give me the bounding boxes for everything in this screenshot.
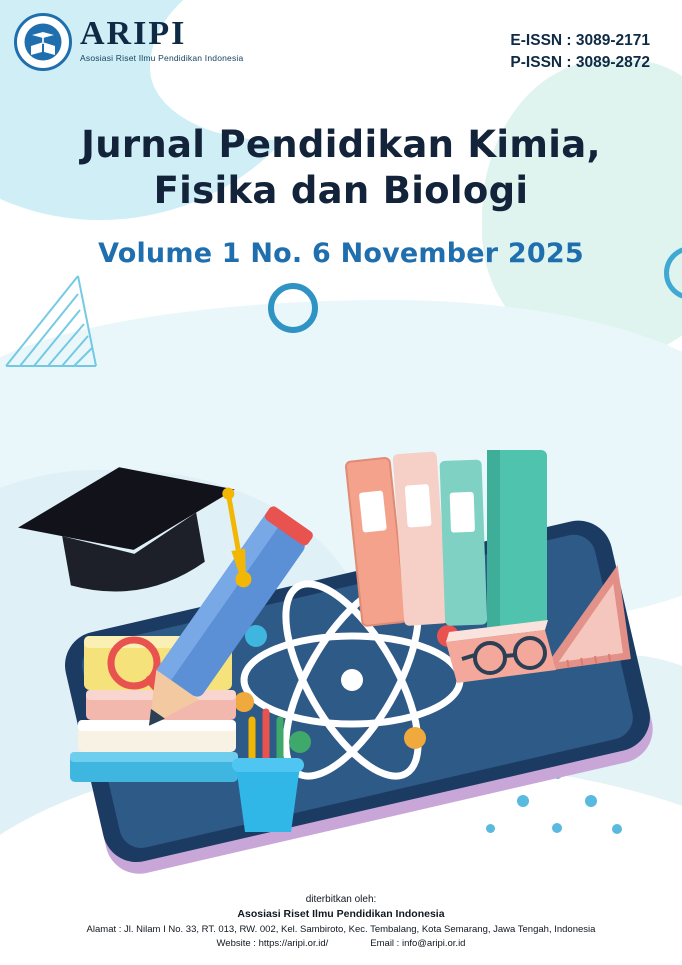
logo-title: ARIPI: [80, 15, 187, 52]
volume-issue-label: Volume 1 No. 6 November 2025: [98, 238, 584, 269]
publisher-address: Alamat : Jl. Nilam I No. 33, RT. 013, RW. 002, Kel. Sambiroto, Kec. Tembalang, Kota Semarang, Jawa Tengah, Indonesia: [86, 923, 596, 935]
journal-title-line-1: Jurnal Pendidikan Kimia,: [81, 123, 601, 166]
open-book-icon: [14, 13, 72, 71]
email-text: Email : info@aripi.or.id: [370, 937, 466, 949]
logo-tagline: Asosiasi Riset Ilmu Pendidikan Indonesia: [80, 53, 244, 63]
cover-illustration: [0, 380, 682, 880]
binder-folders-icon: [346, 450, 547, 628]
decor-ring-icon: [268, 283, 318, 333]
p-issn: P-ISSN : 3089-2872: [510, 54, 650, 72]
journal-title-line-2: Fisika dan Biologi: [153, 169, 529, 213]
issn-block: [510, 30, 650, 75]
aripi-logo: [14, 13, 243, 71]
e-issn: E-ISSN : 3089-2171: [510, 32, 650, 49]
page-title: [0, 122, 682, 215]
footer: [0, 892, 682, 951]
publisher-name: Asosiasi Riset Ilmu Pendidikan Indonesia: [237, 907, 445, 920]
contact-line: [0, 937, 682, 951]
website-text: Website : https://aripi.or.id/: [216, 937, 329, 949]
decor-triangle-lines-icon: [0, 262, 130, 372]
published-by-label: diterbitkan oleh:: [305, 893, 377, 905]
